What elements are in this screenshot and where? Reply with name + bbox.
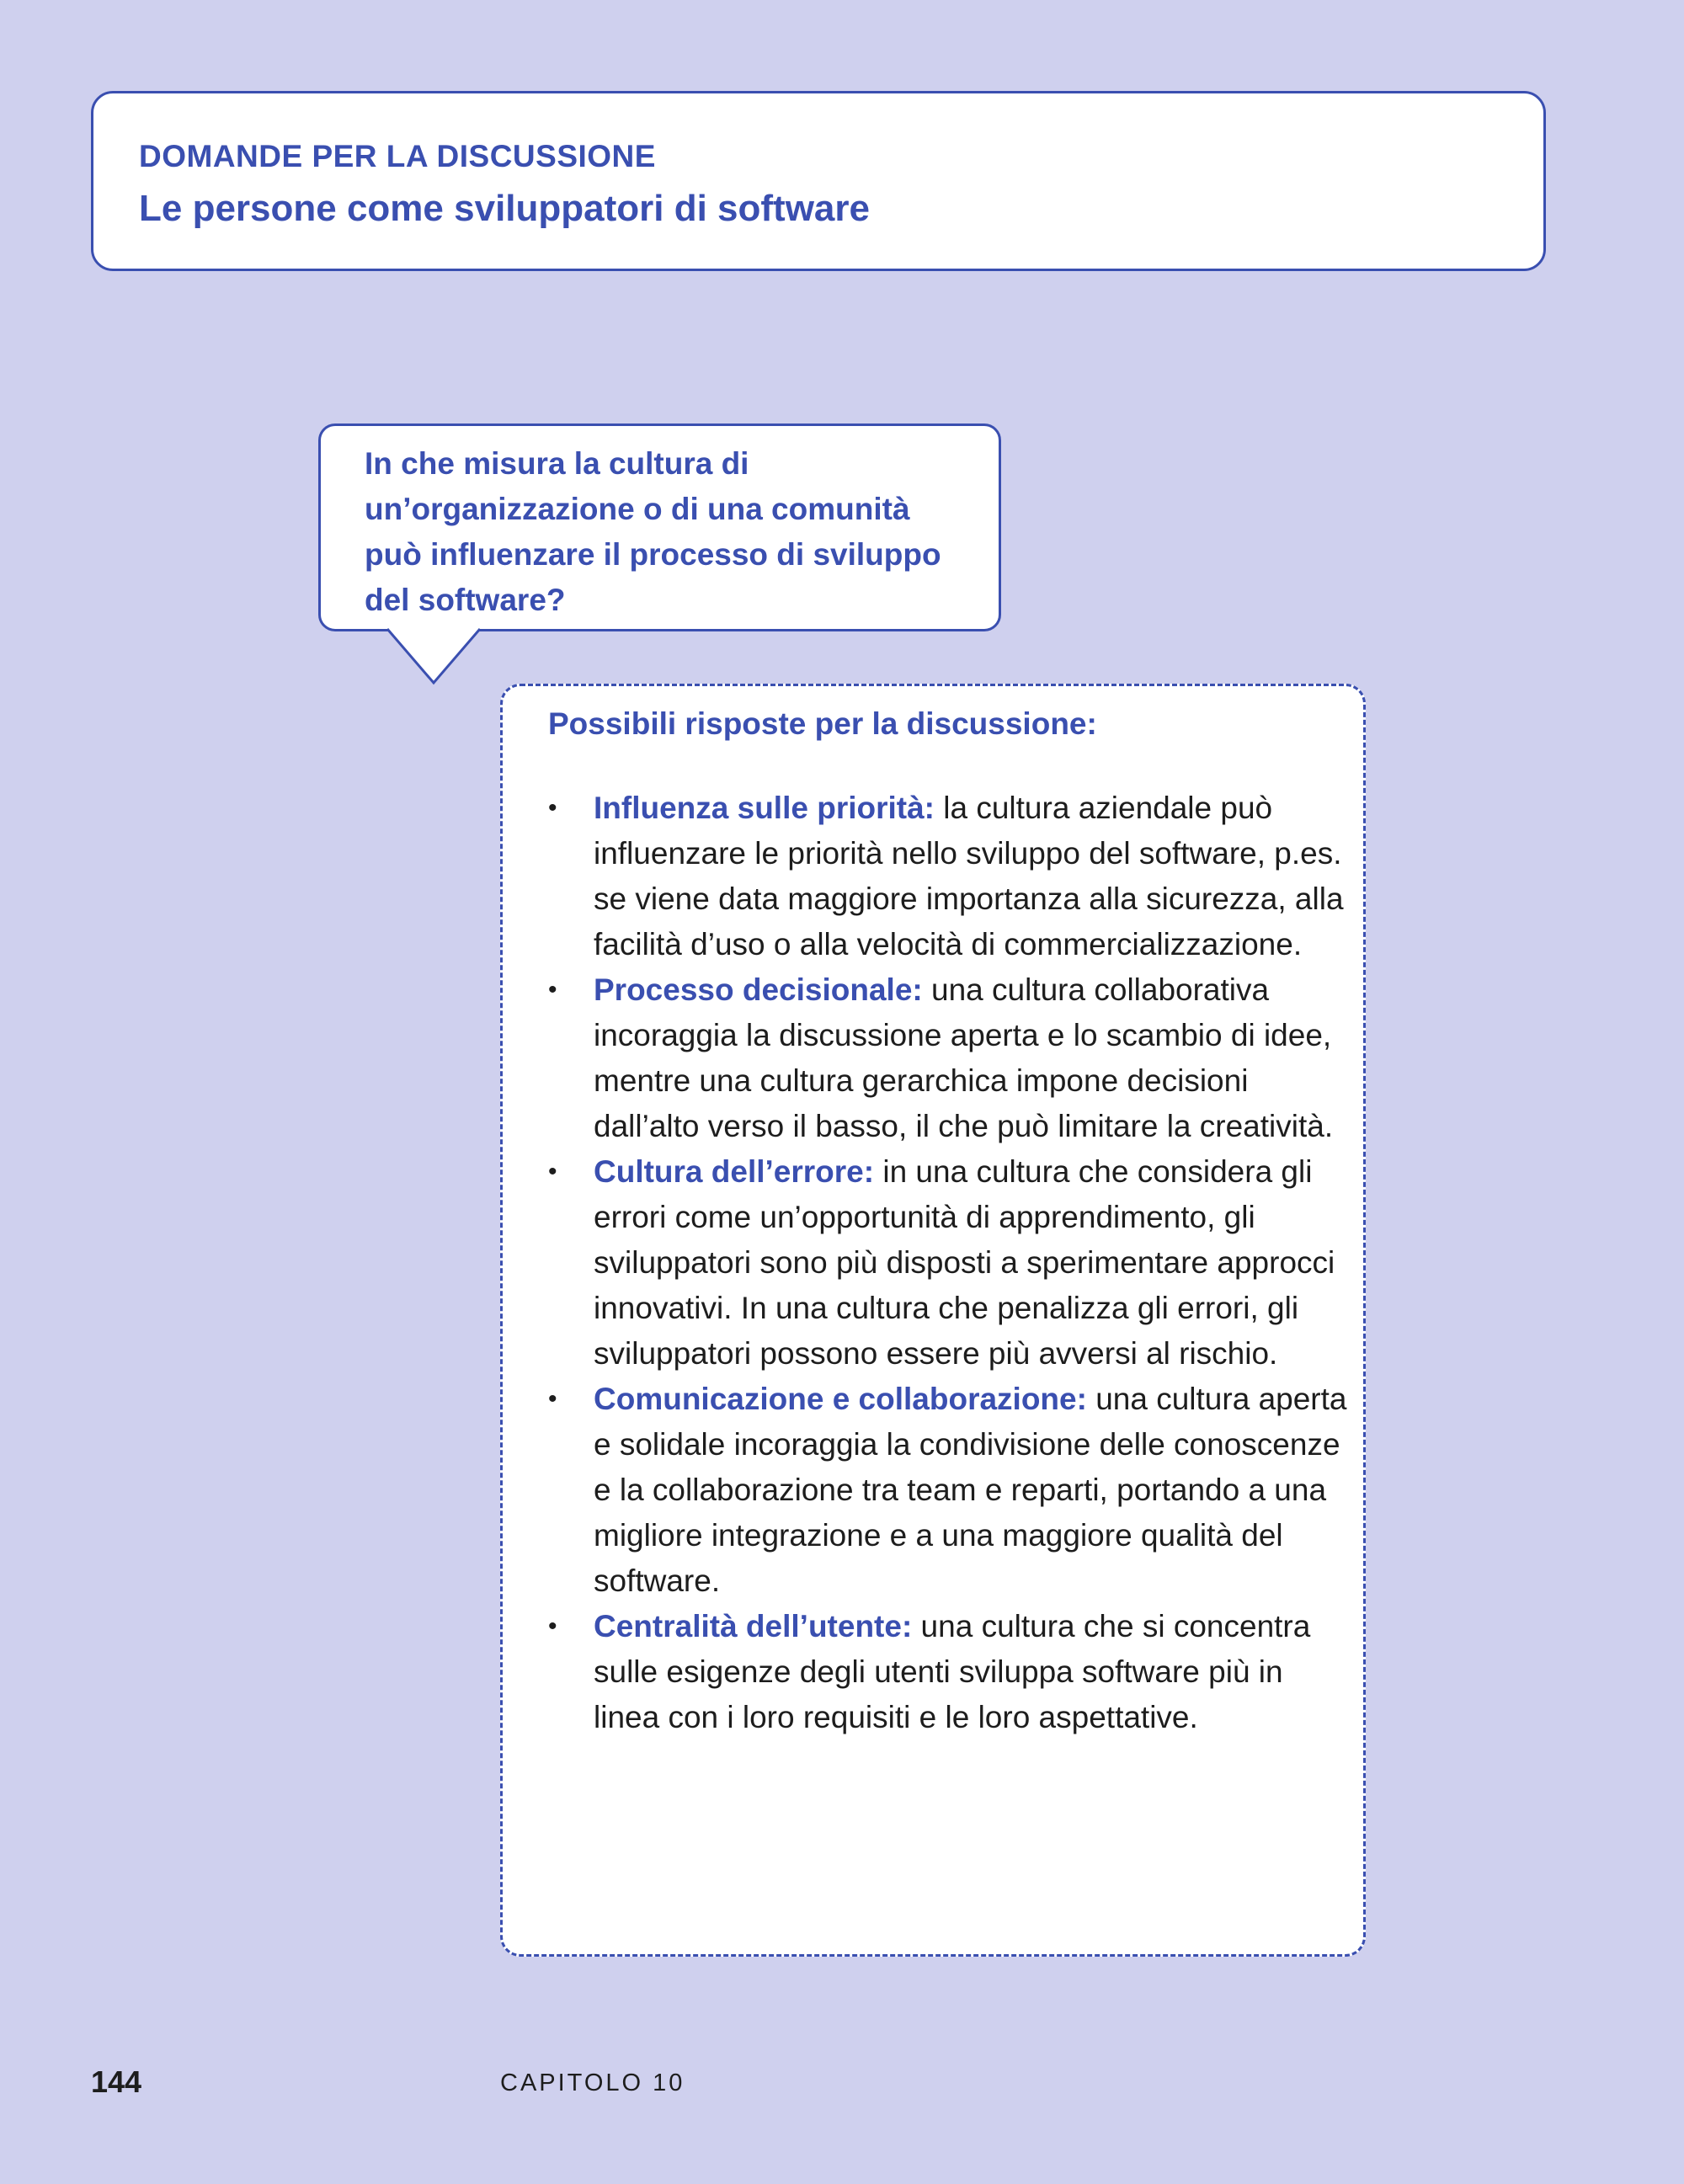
- answer-term: Processo decisionale:: [594, 972, 923, 1007]
- chapter-label: CAPITOLO 10: [500, 2069, 685, 2096]
- section-eyebrow: DOMANDE PER LA DISCUSSIONE: [139, 139, 656, 173]
- section-header-box: [91, 91, 1546, 271]
- answer-term: Comunicazione e collaborazione:: [594, 1382, 1087, 1416]
- bullet-icon: •: [548, 1158, 557, 1185]
- bullet-icon: •: [548, 976, 557, 1004]
- question-bubble: [318, 423, 1001, 631]
- answer-text: la cultura aziendale può influenzare le priorità nello sviluppo del software, p.es. se viene data maggiore importanza alla sicurezza, alla facilità d’uso o alla velocità di commercializzazione.: [594, 791, 1344, 961]
- answers-list: [548, 786, 1348, 1740]
- answer-item-error-culture: [548, 1149, 1348, 1377]
- answer-term: Influenza sulle priorità:: [594, 791, 935, 825]
- page-number: 144: [91, 2064, 142, 2099]
- answer-item-priorities: [548, 786, 1348, 967]
- answers-box: [500, 684, 1366, 1957]
- answer-term: Centralità dell’utente:: [594, 1609, 913, 1643]
- answer-text: una cultura collaborativa incoraggia la discussione aperta e lo scambio di idee, mentre una cultura gerarchica impone decisioni dall’alto verso il basso, il che può limitare la creatività.: [594, 972, 1334, 1143]
- bullet-icon: •: [548, 1385, 557, 1413]
- answer-item-decision-process: [548, 967, 1348, 1149]
- speech-bubble-tail-icon: [379, 627, 488, 686]
- question-text: In che misura la cultura di un’organizzazione o di una comunità può influenzare il processo di sviluppo del software?: [365, 446, 941, 617]
- answer-text: in una cultura che considera gli errori come un’opportunità di apprendimento, gli sviluppatori sono più disposti a sperimentare approcci innovativi. In una cultura che penalizza gli errori, gli sviluppatori possono essere più avversi al rischio.: [594, 1154, 1335, 1371]
- bullet-icon: •: [548, 1612, 557, 1640]
- answer-text: una cultura aperta e solidale incoraggia la condivisione delle conoscenze e la collaborazione tra team e reparti, portando a una migliore integrazione e a una maggiore qualità del software.: [594, 1382, 1347, 1598]
- answer-item-user-centrality: [548, 1604, 1348, 1740]
- section-title: Le persone come sviluppatori di software: [139, 188, 870, 229]
- answer-term: Cultura dell’errore:: [594, 1154, 875, 1189]
- answer-item-communication: [548, 1377, 1348, 1604]
- answers-heading: Possibili risposte per la discussione:: [548, 706, 1097, 741]
- answer-text: una cultura che si concentra sulle esigenze degli utenti sviluppa software più in linea con i loro requisiti e le loro aspettative.: [594, 1609, 1311, 1734]
- bullet-icon: •: [548, 794, 557, 822]
